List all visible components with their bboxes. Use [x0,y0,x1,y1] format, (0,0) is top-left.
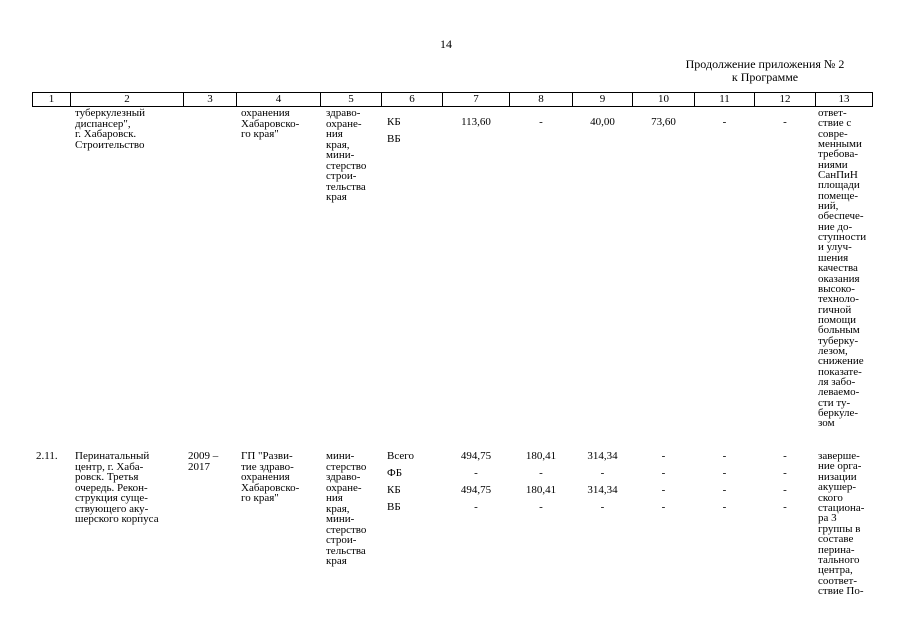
row1-kb-col8: - [539,116,543,128]
row2-executor: мини- стерство здраво- охране- ния края, мини- стерство строи- тельства края [326,450,367,567]
row2-total-col9: 314,34 [587,450,618,462]
row2-vb-col11: - [722,501,727,513]
row1-kb-total: 113,60 [461,116,491,128]
row2-fb-col8: - [539,467,543,479]
row2-fb-col9: - [600,467,605,479]
row1-source-kb: КБ [387,116,401,128]
column-header-7: 7 [473,93,479,105]
row2-total-col7: 494,75 [460,450,492,462]
row2-kb-col10: - [661,484,666,496]
column-header-5: 5 [348,93,354,105]
row2-vb-col10: - [661,501,666,513]
row1-program: охранения Хабаровско- го края" [241,107,300,140]
row2-kb-col9: 314,34 [587,484,618,496]
column-header-6: 6 [409,93,415,105]
page-number: 14 [440,37,452,51]
appendix-continuation-header [660,58,870,84]
column-header-4: 4 [275,93,282,105]
row2-vb-col12: - [783,501,787,513]
row1-kb-col9: 40,00 [590,116,615,128]
column-header-8: 8 [538,93,544,105]
row2-kb-col11: - [722,484,727,496]
column-header-13: 13 [838,93,850,105]
table-header-bottom-border [32,106,873,107]
column-header-12: 12 [779,93,791,105]
row2-source-vb: ВБ [387,501,401,513]
row1-object-name: туберкулезный диспансер", г. Хабаровск. Строительство [75,107,146,151]
row2-total-col11: - [722,450,727,462]
row2-fb-col12: - [783,467,787,479]
column-header-2: 2 [124,93,130,105]
row1-kb-col11: - [722,116,727,128]
row2-fb-col7: - [474,467,478,479]
row2-total-col10: - [661,450,666,462]
column-header-1: 1 [48,93,55,105]
row2-vb-col9: - [600,501,605,513]
row1-result: ответ- ствие с совре- менными требова- ниями СанПиН площади помеще- ний, обеспече- ние до- ступности и улуч- шения качества оказания высоко- техноло- гичной помощи больным туберку- лезом, снижение показате- ля забо- леваемо- сти ту- беркуле- зом [818,107,867,430]
row2-total-col12: - [783,450,787,462]
row2-kb-col8: 180,41 [525,484,557,496]
row2-result: заверше- ние орга- низации акушер- ского стациона- ра 3 группы в составе перина- тального центра, соответ- ствие По- [818,450,865,598]
row1-kb-col10: 73,60 [651,116,676,128]
column-header-11: 11 [719,93,730,105]
row1-kb-col12: - [783,116,787,128]
row2-vb-col8: - [539,501,543,513]
column-header-3: 3 [207,93,213,105]
row1-executor: здраво- охране- ния края, мини- стерство строи- тельства края [326,107,367,203]
column-header-9: 9 [599,93,606,105]
appendix-continuation-line2: к Программе [731,70,799,84]
row2-total-col8: 180,41 [525,450,557,462]
row2-source-fb: ФБ [387,467,403,479]
row2-number: 2.11. [36,450,58,462]
row2-kb-col12: - [783,484,787,496]
row2-fb-col11: - [722,467,727,479]
row2-kb-col7: 494,75 [460,484,492,496]
row2-period: 2009 – 2017 [188,450,219,473]
row1-source-vb: ВБ [387,133,401,145]
row2-source-kb: КБ [387,484,401,496]
appendix-continuation-line1: Продолжение приложения № 2 [685,57,845,71]
row2-object-name: Перинатальный центр, г. Хаба- ровск. Третья очередь. Рекон- струкция суще- ствующего аку- шерского корпуса [75,450,159,525]
row2-source-total: Всего [387,450,414,462]
row2-fb-col10: - [661,467,666,479]
column-divider [872,92,873,107]
row2-vb-col7: - [474,501,478,513]
row2-program: ГП "Разви- тие здраво- охранения Хабаровско- го края" [241,450,300,504]
column-header-10: 10 [658,93,669,105]
